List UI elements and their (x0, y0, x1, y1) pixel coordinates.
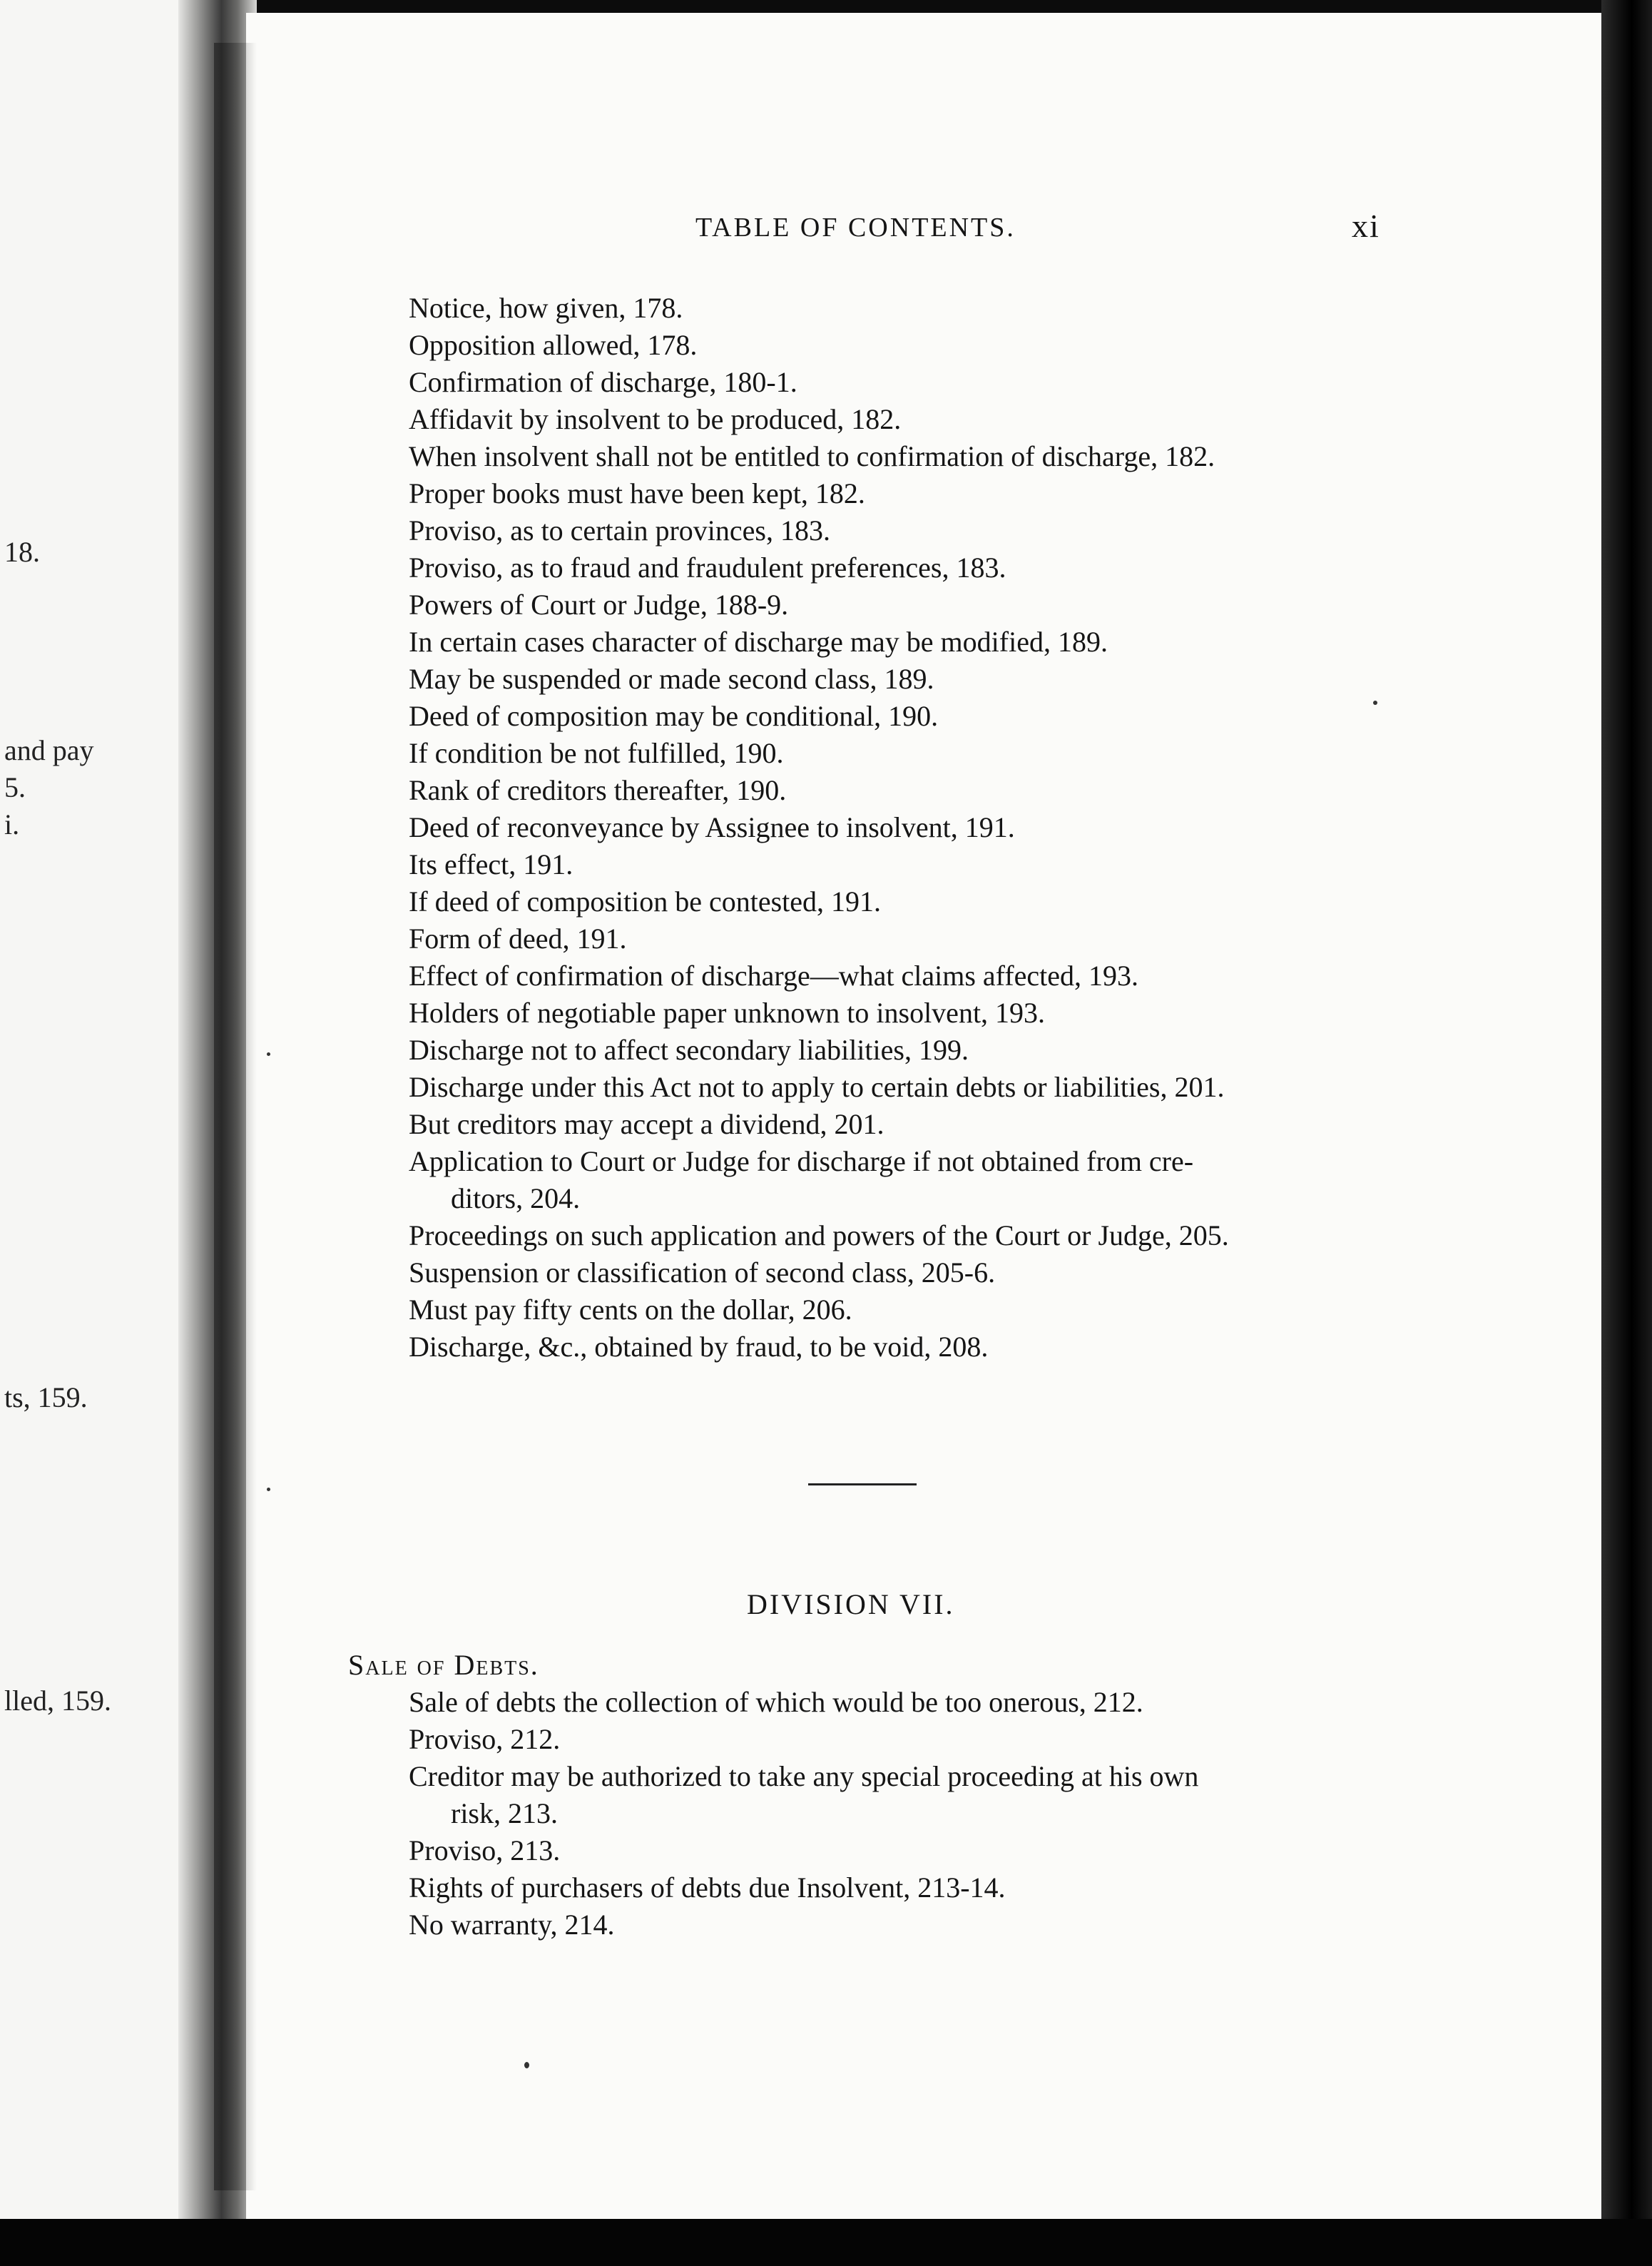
left-page-fragment: 5. (4, 771, 26, 803)
contents-entry: Proper books must have been kept, 182. (409, 477, 865, 509)
contents-entry: Suspension or classification of second class, 205-6. (409, 1256, 996, 1289)
contents-entry-continuation: risk, 213. (451, 1797, 558, 1829)
contents-entry: If deed of composition be contested, 191. (409, 885, 882, 918)
gutter-shadow (214, 43, 257, 2190)
contents-entry: Proviso, 212. (409, 1723, 561, 1755)
left-page-fragment: ts, 159. (4, 1381, 88, 1413)
contents-entry: When insolvent shall not be entitled to confirmation of discharge, 182. (409, 440, 1215, 472)
contents-entry: May be suspended or made second class, 189. (409, 663, 934, 695)
contents-entry: Notice, how given, 178. (409, 292, 683, 324)
scan-speck (267, 1052, 270, 1056)
page-number: xi (1352, 208, 1380, 244)
contents-entry: Sale of debts the collection of which would be too onerous, 212. (409, 1686, 1143, 1718)
contents-entry: Holders of negotiable paper unknown to insolvent, 193. (409, 997, 1046, 1029)
contents-entry: If condition be not fulfilled, 190. (409, 737, 784, 769)
contents-entry-continuation: ditors, 204. (451, 1182, 581, 1214)
contents-entry: Deed of composition may be conditional, 190. (409, 700, 939, 732)
contents-entry: Powers of Court or Judge, 188-9. (409, 589, 789, 621)
contents-entry: Affidavit by insolvent to be produced, 182. (409, 403, 902, 435)
scan-speck (267, 1488, 270, 1491)
running-title: TABLE OF CONTENTS. (695, 213, 1016, 243)
section-heading: Sale of Debts. (348, 1649, 539, 1681)
contents-entry: Form of deed, 191. (409, 923, 627, 955)
contents-entry: Must pay fifty cents on the dollar, 206. (409, 1294, 852, 1326)
left-page-fragment: and pay (4, 734, 94, 766)
section-divider-rule (808, 1483, 917, 1485)
contents-entry: Proviso, as to fraud and fraudulent preferences, 183. (409, 552, 1006, 584)
scan-speck (1373, 701, 1377, 705)
contents-entry: No warranty, 214. (409, 1909, 615, 1941)
contents-entry: But creditors may accept a dividend, 201. (409, 1108, 884, 1140)
contents-entry: Discharge not to affect secondary liabilities, 199. (409, 1034, 969, 1066)
contents-entry: Opposition allowed, 178. (409, 329, 698, 361)
contents-entry: Application to Court or Judge for discharge if not obtained from cre- (409, 1145, 1194, 1177)
contents-entry: Proceedings on such application and powers of the Court or Judge, 205. (409, 1219, 1229, 1251)
contents-entry: Proviso, as to certain provinces, 183. (409, 514, 830, 547)
contents-entry: Discharge under this Act not to apply to certain debts or liabilities, 201. (409, 1071, 1225, 1103)
contents-entry: Proviso, 213. (409, 1834, 561, 1866)
left-page-fragment: i. (4, 808, 20, 840)
contents-entry: Effect of confirmation of discharge—what claims affected, 193. (409, 960, 1138, 992)
contents-entry: Creditor may be authorized to take any special proceeding at his own (409, 1760, 1199, 1792)
page-edge (1601, 0, 1652, 2219)
contents-entry: Its effect, 191. (409, 848, 573, 880)
left-page-fragment: 18. (4, 536, 40, 568)
contents-entry: Rank of creditors thereafter, 190. (409, 774, 787, 806)
contents-entry: Confirmation of discharge, 180-1. (409, 366, 797, 398)
contents-entry: Discharge, &c., obtained by fraud, to be void, 208. (409, 1331, 989, 1363)
contents-entry: Rights of purchasers of debts due Insolvent, 213-14. (409, 1871, 1006, 1904)
scan-speck (524, 2062, 529, 2068)
contents-entry: In certain cases character of discharge may be modified, 189. (409, 626, 1108, 658)
division-title: DIVISION VII. (747, 1588, 955, 1620)
left-page-fragment: lled, 159. (4, 1685, 111, 1717)
contents-entry: Deed of reconveyance by Assignee to insolvent, 191. (409, 811, 1015, 843)
scan-border (0, 2219, 1652, 2266)
